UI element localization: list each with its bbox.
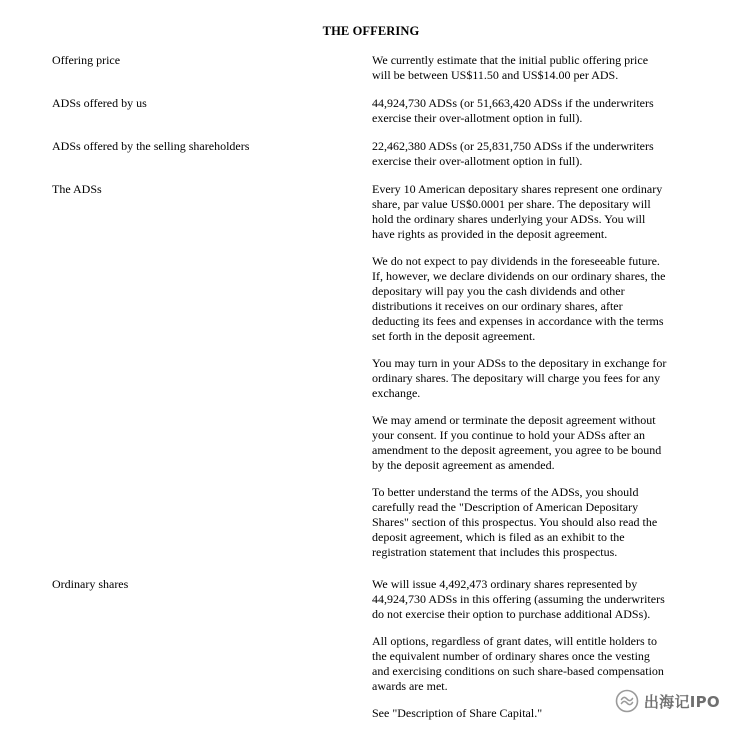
text-line: If, however, we declare dividends on our ordinary shares, the bbox=[372, 269, 666, 283]
text-line: by the deposit agreement as amended. bbox=[372, 458, 555, 472]
text-line: exchange. bbox=[372, 386, 421, 400]
text-line: 44,924,730 ADSs in this offering (assuming the underwriters bbox=[372, 592, 665, 606]
row-description bbox=[372, 182, 672, 572]
text-line: We will issue 4,492,473 ordinary shares represented by bbox=[372, 577, 638, 591]
wechat-channel-icon bbox=[615, 689, 639, 713]
text-line: 44,924,730 ADSs (or 51,663,420 ADSs if the underwriters bbox=[372, 96, 654, 110]
row-description bbox=[372, 139, 672, 181]
text-line: the equivalent number of ordinary shares once the vesting bbox=[372, 649, 650, 663]
description-paragraph bbox=[372, 485, 672, 560]
text-line: You may turn in your ADSs to the depositary in exchange for bbox=[372, 356, 667, 370]
description-paragraph bbox=[372, 254, 672, 344]
row-label: Ordinary shares bbox=[52, 577, 129, 591]
text-line: distributions it receives on our ordinary shares, after bbox=[372, 299, 623, 313]
description-paragraph bbox=[372, 139, 672, 169]
description-paragraph bbox=[372, 53, 672, 83]
text-line: your consent. If you continue to hold your ADSs after an bbox=[372, 428, 645, 442]
text-line: 22,462,380 ADSs (or 25,831,750 ADSs if the underwriters bbox=[372, 139, 654, 153]
text-line: registration statement that includes this prospectus. bbox=[372, 545, 618, 559]
description-paragraph bbox=[372, 182, 672, 242]
description-paragraph bbox=[372, 634, 672, 694]
text-line: exercise their over-allotment option in full). bbox=[372, 154, 583, 168]
text-line: deposit agreement, which is filed as an exhibit to the bbox=[372, 530, 625, 544]
text-line: Every 10 American depositary shares represent one ordinary bbox=[372, 182, 663, 196]
text-line: will be between US$11.50 and US$14.00 per ADS. bbox=[372, 68, 619, 82]
text-line: We do not expect to pay dividends in the foreseeable future. bbox=[372, 254, 660, 268]
watermark-text: 出海记IPO bbox=[643, 692, 720, 711]
watermark bbox=[615, 689, 720, 713]
description-paragraph bbox=[372, 577, 672, 622]
row-label: ADSs offered by us bbox=[52, 96, 147, 110]
text-line: ordinary shares. The depositary will charge you fees for any bbox=[372, 371, 661, 385]
row-label: The ADSs bbox=[52, 182, 102, 196]
row-description bbox=[372, 53, 672, 95]
description-paragraph bbox=[372, 96, 672, 126]
description-paragraph bbox=[372, 413, 672, 473]
row-label: Offering price bbox=[52, 53, 121, 67]
text-line: We may amend or terminate the deposit agreement without bbox=[372, 413, 656, 427]
text-line: hold the ordinary shares underlying your ADSs. You will bbox=[372, 212, 646, 226]
text-line: do not exercise their option to purchase additional ADSs). bbox=[372, 607, 651, 621]
text-line: carefully read the "Description of American Depositary bbox=[372, 500, 639, 514]
text-line: exercise their over-allotment option in full). bbox=[372, 111, 583, 125]
row-description bbox=[372, 96, 672, 138]
text-line: See "Description of Share Capital." bbox=[372, 706, 543, 720]
text-line: have rights as provided in the deposit agreement. bbox=[372, 227, 608, 241]
text-line: amendment to the deposit agreement, you agree to be bound bbox=[372, 443, 662, 457]
text-line: depositary will pay you the cash dividends and other bbox=[372, 284, 625, 298]
section-title: THE OFFERING bbox=[322, 24, 420, 38]
row-label: ADSs offered by the selling shareholders bbox=[52, 139, 250, 153]
text-line: We currently estimate that the initial public offering price bbox=[372, 53, 649, 67]
text-line: All options, regardless of grant dates, will entitle holders to bbox=[372, 634, 657, 648]
text-line: share, par value US$0.0001 per share. The depositary will bbox=[372, 197, 651, 211]
text-line: set forth in the deposit agreement. bbox=[372, 329, 536, 343]
text-line: Shares" section of this prospectus. You should also read the bbox=[372, 515, 658, 529]
text-line: and exercising conditions on such share-based compensation bbox=[372, 664, 664, 678]
description-paragraph bbox=[372, 356, 672, 401]
text-line: awards are met. bbox=[372, 679, 448, 693]
text-line: deducting its fees and expenses in accordance with the terms bbox=[372, 314, 664, 328]
text-line: To better understand the terms of the ADSs, you should bbox=[372, 485, 639, 499]
